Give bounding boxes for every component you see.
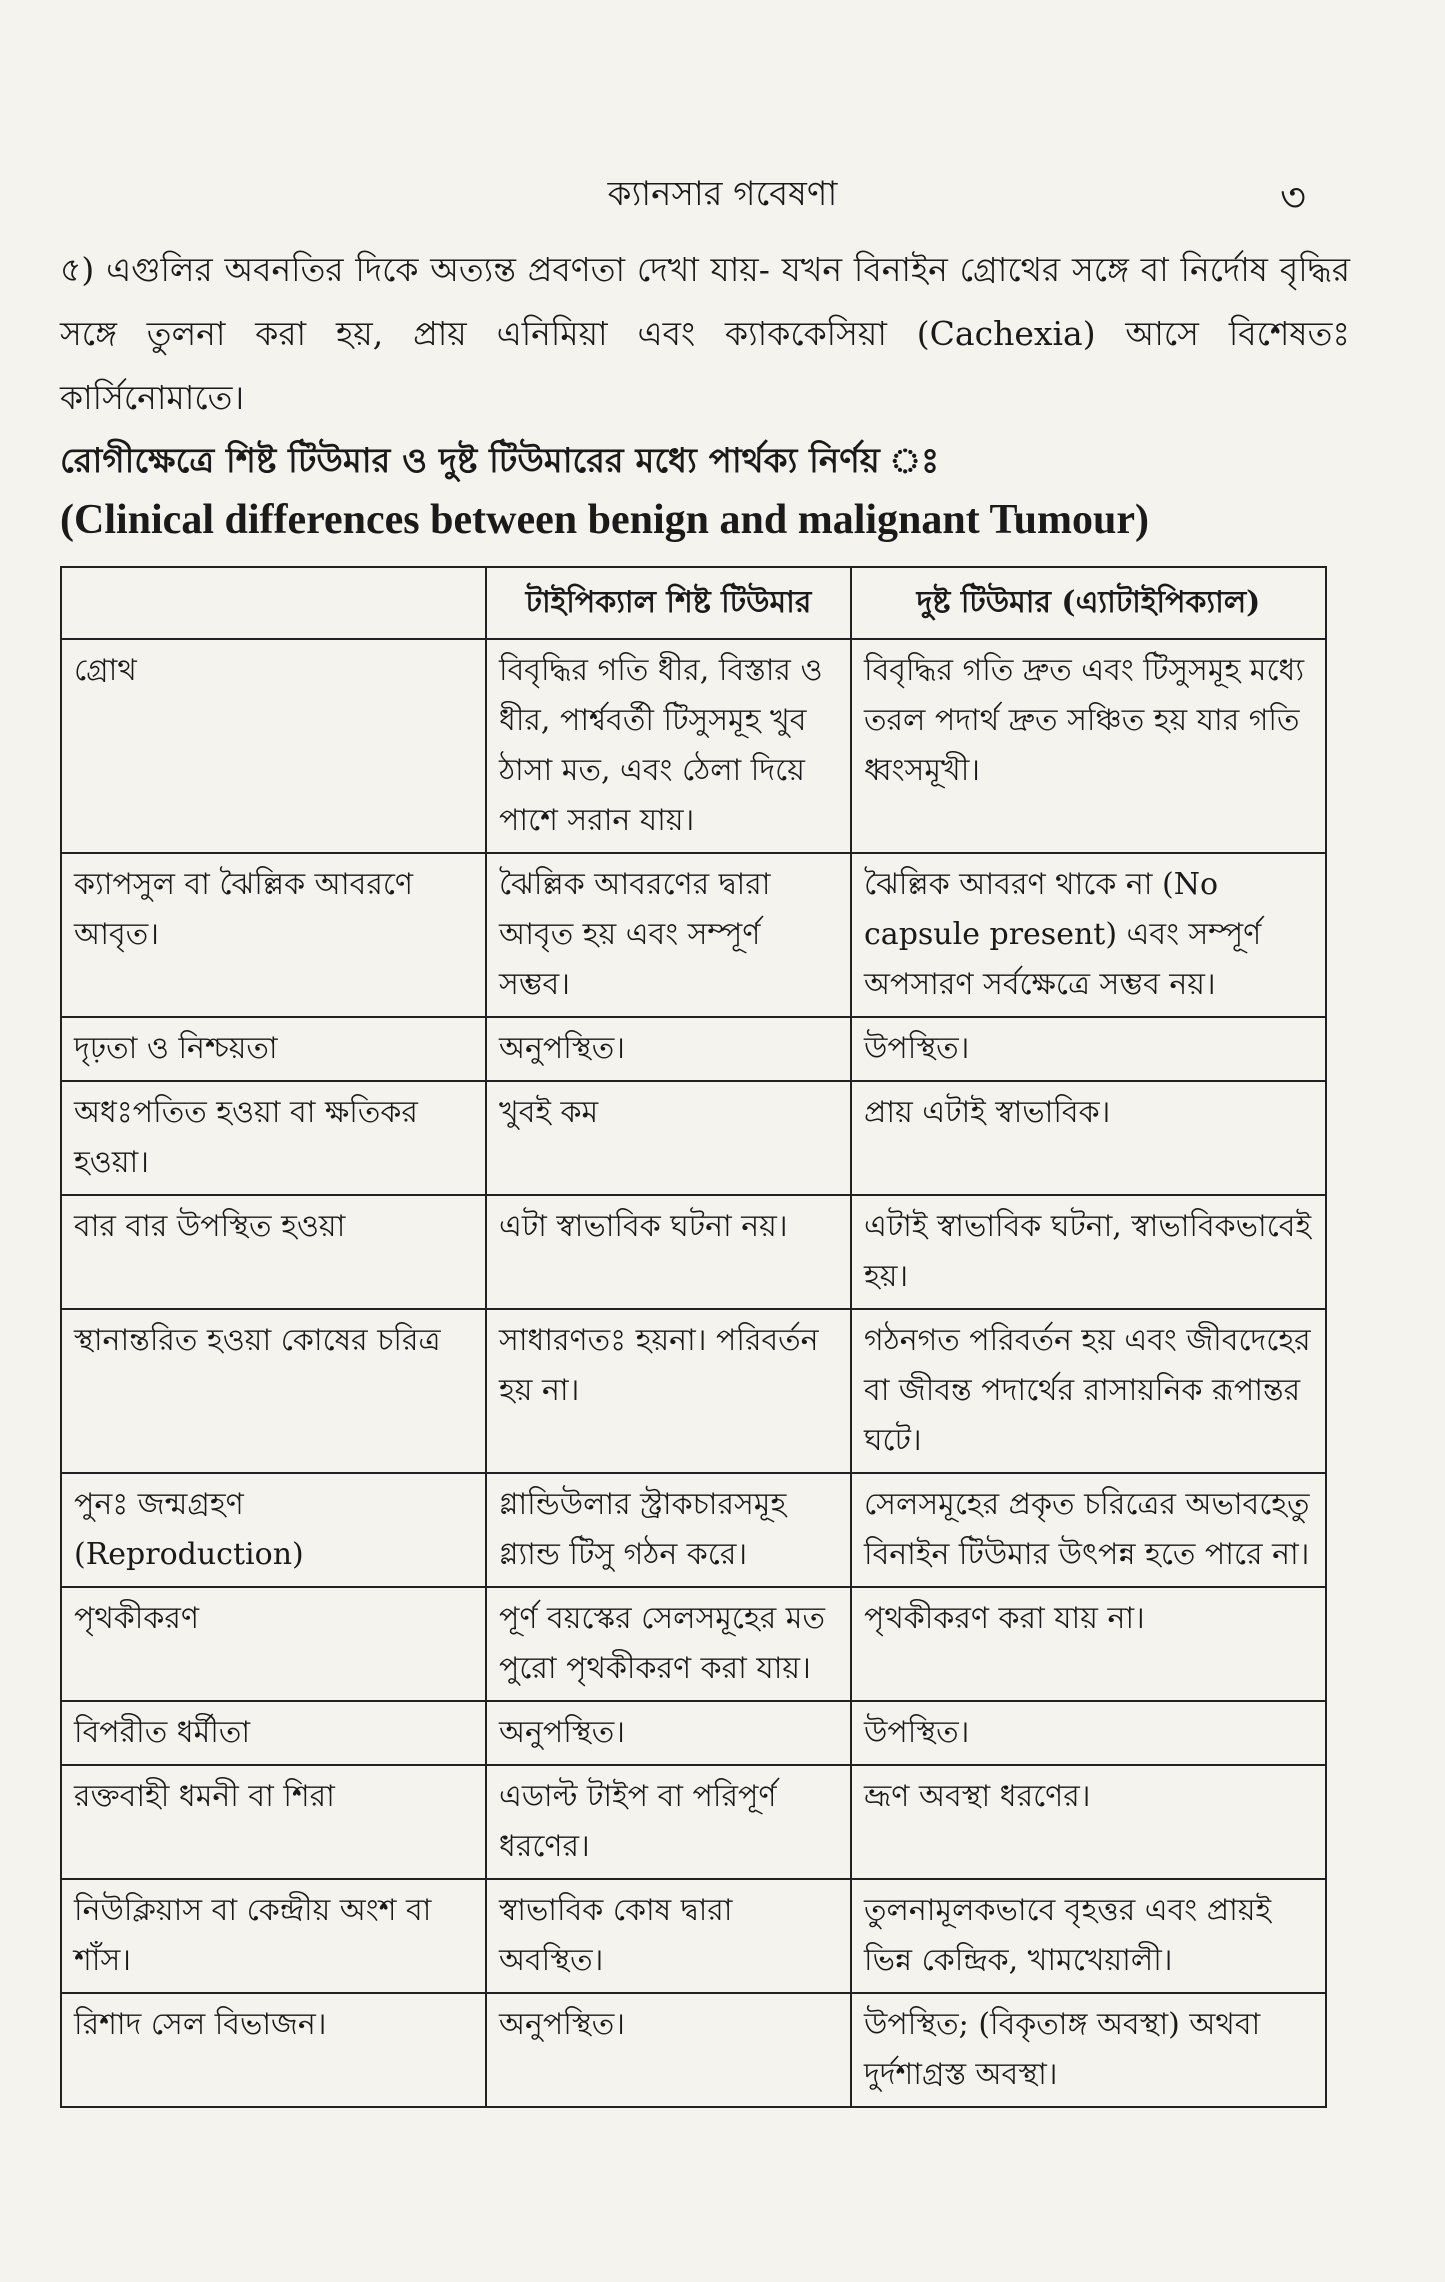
benign-cell: অনুপস্থিত।	[486, 1017, 851, 1081]
table-row	[61, 1701, 1326, 1765]
header-cell-malignant: দুষ্ট টিউমার (এ্যাটাইপিক্যাল)	[851, 567, 1326, 639]
table-header-row	[61, 567, 1326, 639]
malignant-cell: তুলনামূলকভাবে বৃহত্তর এবং প্রায়ই ভিন্ন কেন্দ্রিক, খামখেয়ালী।	[851, 1879, 1326, 1993]
table-row	[61, 1017, 1326, 1081]
section-heading-bengali: রোগীক্ষেত্রে শিষ্ট টিউমার ও দুষ্ট টিউমারের মধ্যে পার্থক্য নির্ণয় ঃ	[60, 441, 940, 481]
malignant-cell: ঝৈল্লিক আবরণ থাকে না (No capsule present) এবং সম্পূর্ণ অপসারণ সর্বক্ষেত্রে সম্ভব নয়।	[851, 853, 1326, 1017]
table-row	[61, 1993, 1326, 2107]
page-number: ৩	[1280, 175, 1307, 221]
malignant-cell: প্রায় এটাই স্বাভাবিক।	[851, 1081, 1326, 1195]
intro-paragraph: ৫) এগুলির অবনতির দিকে অত্যন্ত প্রবণতা দেখা যায়- যখন বিনাইন গ্রোথের সঙ্গে বা নির্দোষ বৃদ্ধির সঙ্গে তুলনা করা হয়, প্রায় এনিমিয়া এবং ক্যাককেসিয়া (Cachexia) আসে বিশেষতঃ কার্সিনোমাতে।	[60, 250, 1350, 417]
malignant-cell: উপস্থিত; (বিকৃতাঙ্গ অবস্থা) অথবা দুর্দশাগ্রস্ত অবস্থা।	[851, 1993, 1326, 2107]
feature-cell: দৃঢ়তা ও নিশ্চয়তা	[61, 1017, 486, 1081]
malignant-cell: এটাই স্বাভাবিক ঘটনা, স্বাভাবিকভাবেই হয়।	[851, 1195, 1326, 1309]
benign-cell: এডাল্ট টাইপ বা পরিপূর্ণ ধরণের।	[486, 1765, 851, 1879]
benign-cell: ঝৈল্লিক আবরণের দ্বারা আবৃত হয় এবং সম্পূর্ণ সম্ভব।	[486, 853, 851, 1017]
malignant-cell: বিবৃদ্ধির গতি দ্রুত এবং টিসুসমূহ মধ্যে তরল পদার্থ দ্রুত সঞ্চিত হয় যার গতি ধ্বংসমূখী।	[851, 639, 1326, 853]
table-row	[61, 639, 1326, 853]
table-row	[61, 1309, 1326, 1473]
feature-cell: রিশাদ সেল বিভাজন।	[61, 1993, 486, 2107]
comparison-table	[60, 566, 1327, 2108]
benign-cell: সাধারণতঃ হয়না। পরিবর্তন হয় না।	[486, 1309, 851, 1473]
table-row	[61, 1473, 1326, 1587]
header-cell-benign: টাইপিক্যাল শিষ্ট টিউমার	[486, 567, 851, 639]
section-heading-english: (Clinical differences between benign and malignant Tumour)	[60, 497, 1149, 543]
benign-cell: পূর্ণ বয়স্কের সেলসমূহের মত পুরো পৃথকীকরণ করা যায়।	[486, 1587, 851, 1701]
feature-cell: স্থানান্তরিত হওয়া কোষের চরিত্র	[61, 1309, 486, 1473]
malignant-cell: গঠনগত পরিবর্তন হয় এবং জীবদেহের বা জীবন্ত পদার্থের রাসায়নিক রূপান্তর ঘটে।	[851, 1309, 1326, 1473]
malignant-cell: সেলসমূহের প্রকৃত চরিত্রের অভাবহেতু বিনাইন টিউমার উৎপন্ন হতে পারে না।	[851, 1473, 1326, 1587]
feature-cell: অধঃপতিত হওয়া বা ক্ষতিকর হওয়া।	[61, 1081, 486, 1195]
feature-cell: বার বার উপস্থিত হওয়া	[61, 1195, 486, 1309]
table-row	[61, 1765, 1326, 1879]
feature-cell: গ্রোথ	[61, 639, 486, 853]
feature-cell: বিপরীত ধর্মীতা	[61, 1701, 486, 1765]
feature-cell: রক্তবাহী ধমনী বা শিরা	[61, 1765, 486, 1879]
benign-cell: অনুপস্থিত।	[486, 1701, 851, 1765]
benign-cell: স্বাভাবিক কোষ দ্বারা অবস্থিত।	[486, 1879, 851, 1993]
malignant-cell: উপস্থিত।	[851, 1017, 1326, 1081]
table-row	[61, 1195, 1326, 1309]
table-row	[61, 1879, 1326, 1993]
benign-cell: খুবই কম	[486, 1081, 851, 1195]
table-row	[61, 1587, 1326, 1701]
benign-cell: এটা স্বাভাবিক ঘটনা নয়।	[486, 1195, 851, 1309]
feature-cell: পৃথকীকরণ	[61, 1587, 486, 1701]
malignant-cell: ভ্রূণ অবস্থা ধরণের।	[851, 1765, 1326, 1879]
malignant-cell: পৃথকীকরণ করা যায় না।	[851, 1587, 1326, 1701]
benign-cell: বিবৃদ্ধির গতি ধীর, বিস্তার ও ধীর, পার্শ্ববর্তী টিসুসমূহ খুব ঠাসা মত, এবং ঠেলা দিয়ে পাশে সরান যায়।	[486, 639, 851, 853]
table-row	[61, 1081, 1326, 1195]
malignant-cell: উপস্থিত।	[851, 1701, 1326, 1765]
header-cell-feature	[61, 567, 486, 639]
table-row	[61, 853, 1326, 1017]
feature-cell: পুনঃ জন্মগ্রহণ (Reproduction)	[61, 1473, 486, 1587]
benign-cell: গ্লান্ডিউলার স্ট্রাকচারসমূহ গ্ল্যান্ড টিসু গঠন করে।	[486, 1473, 851, 1587]
feature-cell: নিউক্লিয়াস বা কেন্দ্রীয় অংশ বা শাঁস।	[61, 1879, 486, 1993]
feature-cell: ক্যাপসুল বা ঝৈল্লিক আবরণে আবৃত।	[61, 853, 486, 1017]
running-header-title: ক্যানসার গবেষণা	[607, 174, 838, 214]
benign-cell: অনুপস্থিত।	[486, 1993, 851, 2107]
